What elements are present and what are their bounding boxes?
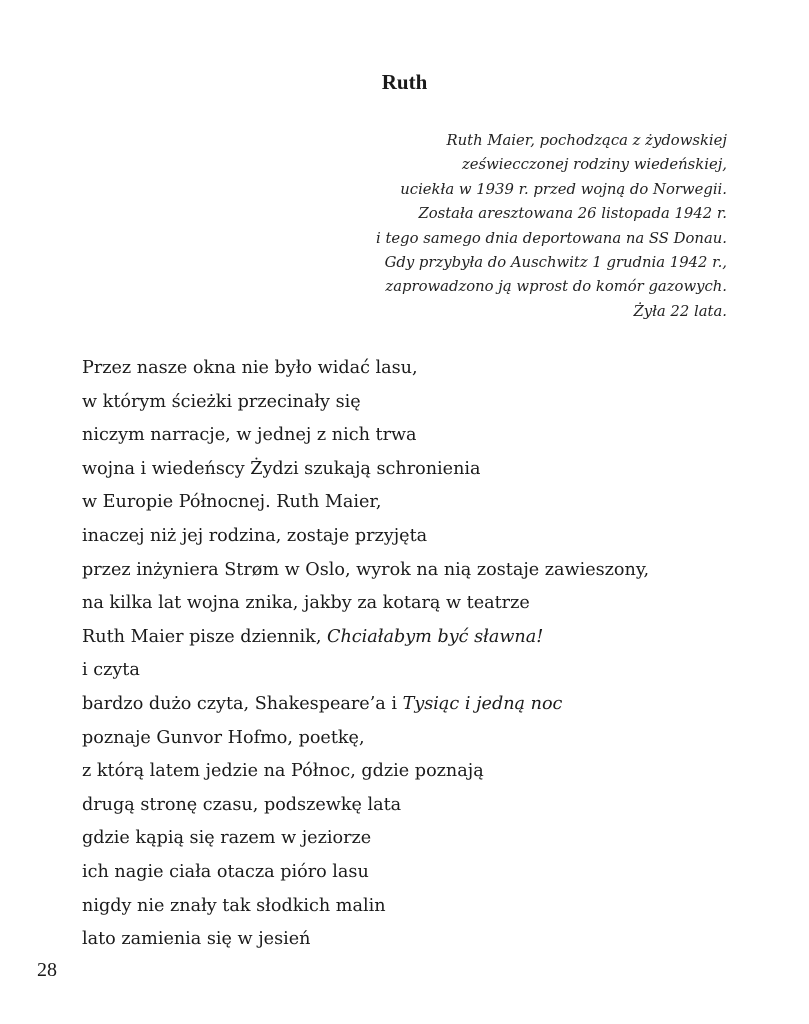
poem-line: nigdy nie znały tak słodkich malin [82,895,386,916]
epigraph-line: zaprowadzono ją wprost do komór gazowych. [385,278,727,296]
epigraph-line: uciekła w 1939 r. przed wojną do Norwegii. [400,180,727,198]
poem-line [82,688,649,722]
poem-body [82,352,649,957]
poem-line: w którym ścieżki przecinały się [82,391,361,412]
poem-line: w Europie Północnej. Ruth Maier, [82,492,382,513]
epigraph [376,129,727,324]
epigraph-line: zeświecczonej rodziny wiedeńskiej, [462,156,727,174]
poem-line [82,621,649,655]
poem-line: i czyta [82,660,140,681]
book-title-italic: Chciałabym być sławna! [327,626,544,647]
poem-line-text: Ruth Maier pisze dziennik, [82,626,328,647]
poem-line: wojna i wiedeńscy Żydzi szukają schronienia [82,458,481,479]
epigraph-line: Została aresztowana 26 listopada 1942 r. [418,205,727,223]
poem-line: poznaje Gunvor Hofmo, poetkę, [82,727,365,748]
poem-title: Ruth [381,70,428,94]
poem-line: ich nagie ciała otacza pióro lasu [82,861,369,882]
epigraph-line: i tego samego dnia deportowana na SS Donau. [376,229,727,247]
poem-line: na kilka lat wojna znika, jakby za kotarą w teatrze [82,593,530,614]
page-number: 28 [37,959,57,981]
epigraph-line: Ruth Maier, pochodząca z żydowskiej [446,132,727,149]
epigraph-line: Żyła 22 lata. [633,302,727,320]
poem-line: lato zamienia się w jesień [82,929,311,950]
poem-line: przez inżyniera Strøm w Oslo, wyrok na nią zostaje zawieszony, [82,559,650,580]
epigraph-line: Gdy przybyła do Auschwitz 1 grudnia 1942 r., [384,254,727,272]
poem-line: inaczej niż jej rodzina, zostaje przyjęta [82,525,428,546]
poem-line-text: bardzo dużo czyta, Shakespeare’a i [82,693,403,714]
book-title-italic: Tysiąc i jedną noc [402,693,563,714]
poem-line: z którą latem jedzie na Północ, gdzie poznają [82,761,484,782]
poem-line: Przez nasze okna nie było widać lasu, [82,358,418,378]
poem-line: niczym narracje, w jednej z nich trwa [82,425,417,446]
poem-line: gdzie kąpią się razem w jeziorze [82,828,372,849]
poem-line: drugą stronę czasu, podszewkę lata [82,794,402,815]
